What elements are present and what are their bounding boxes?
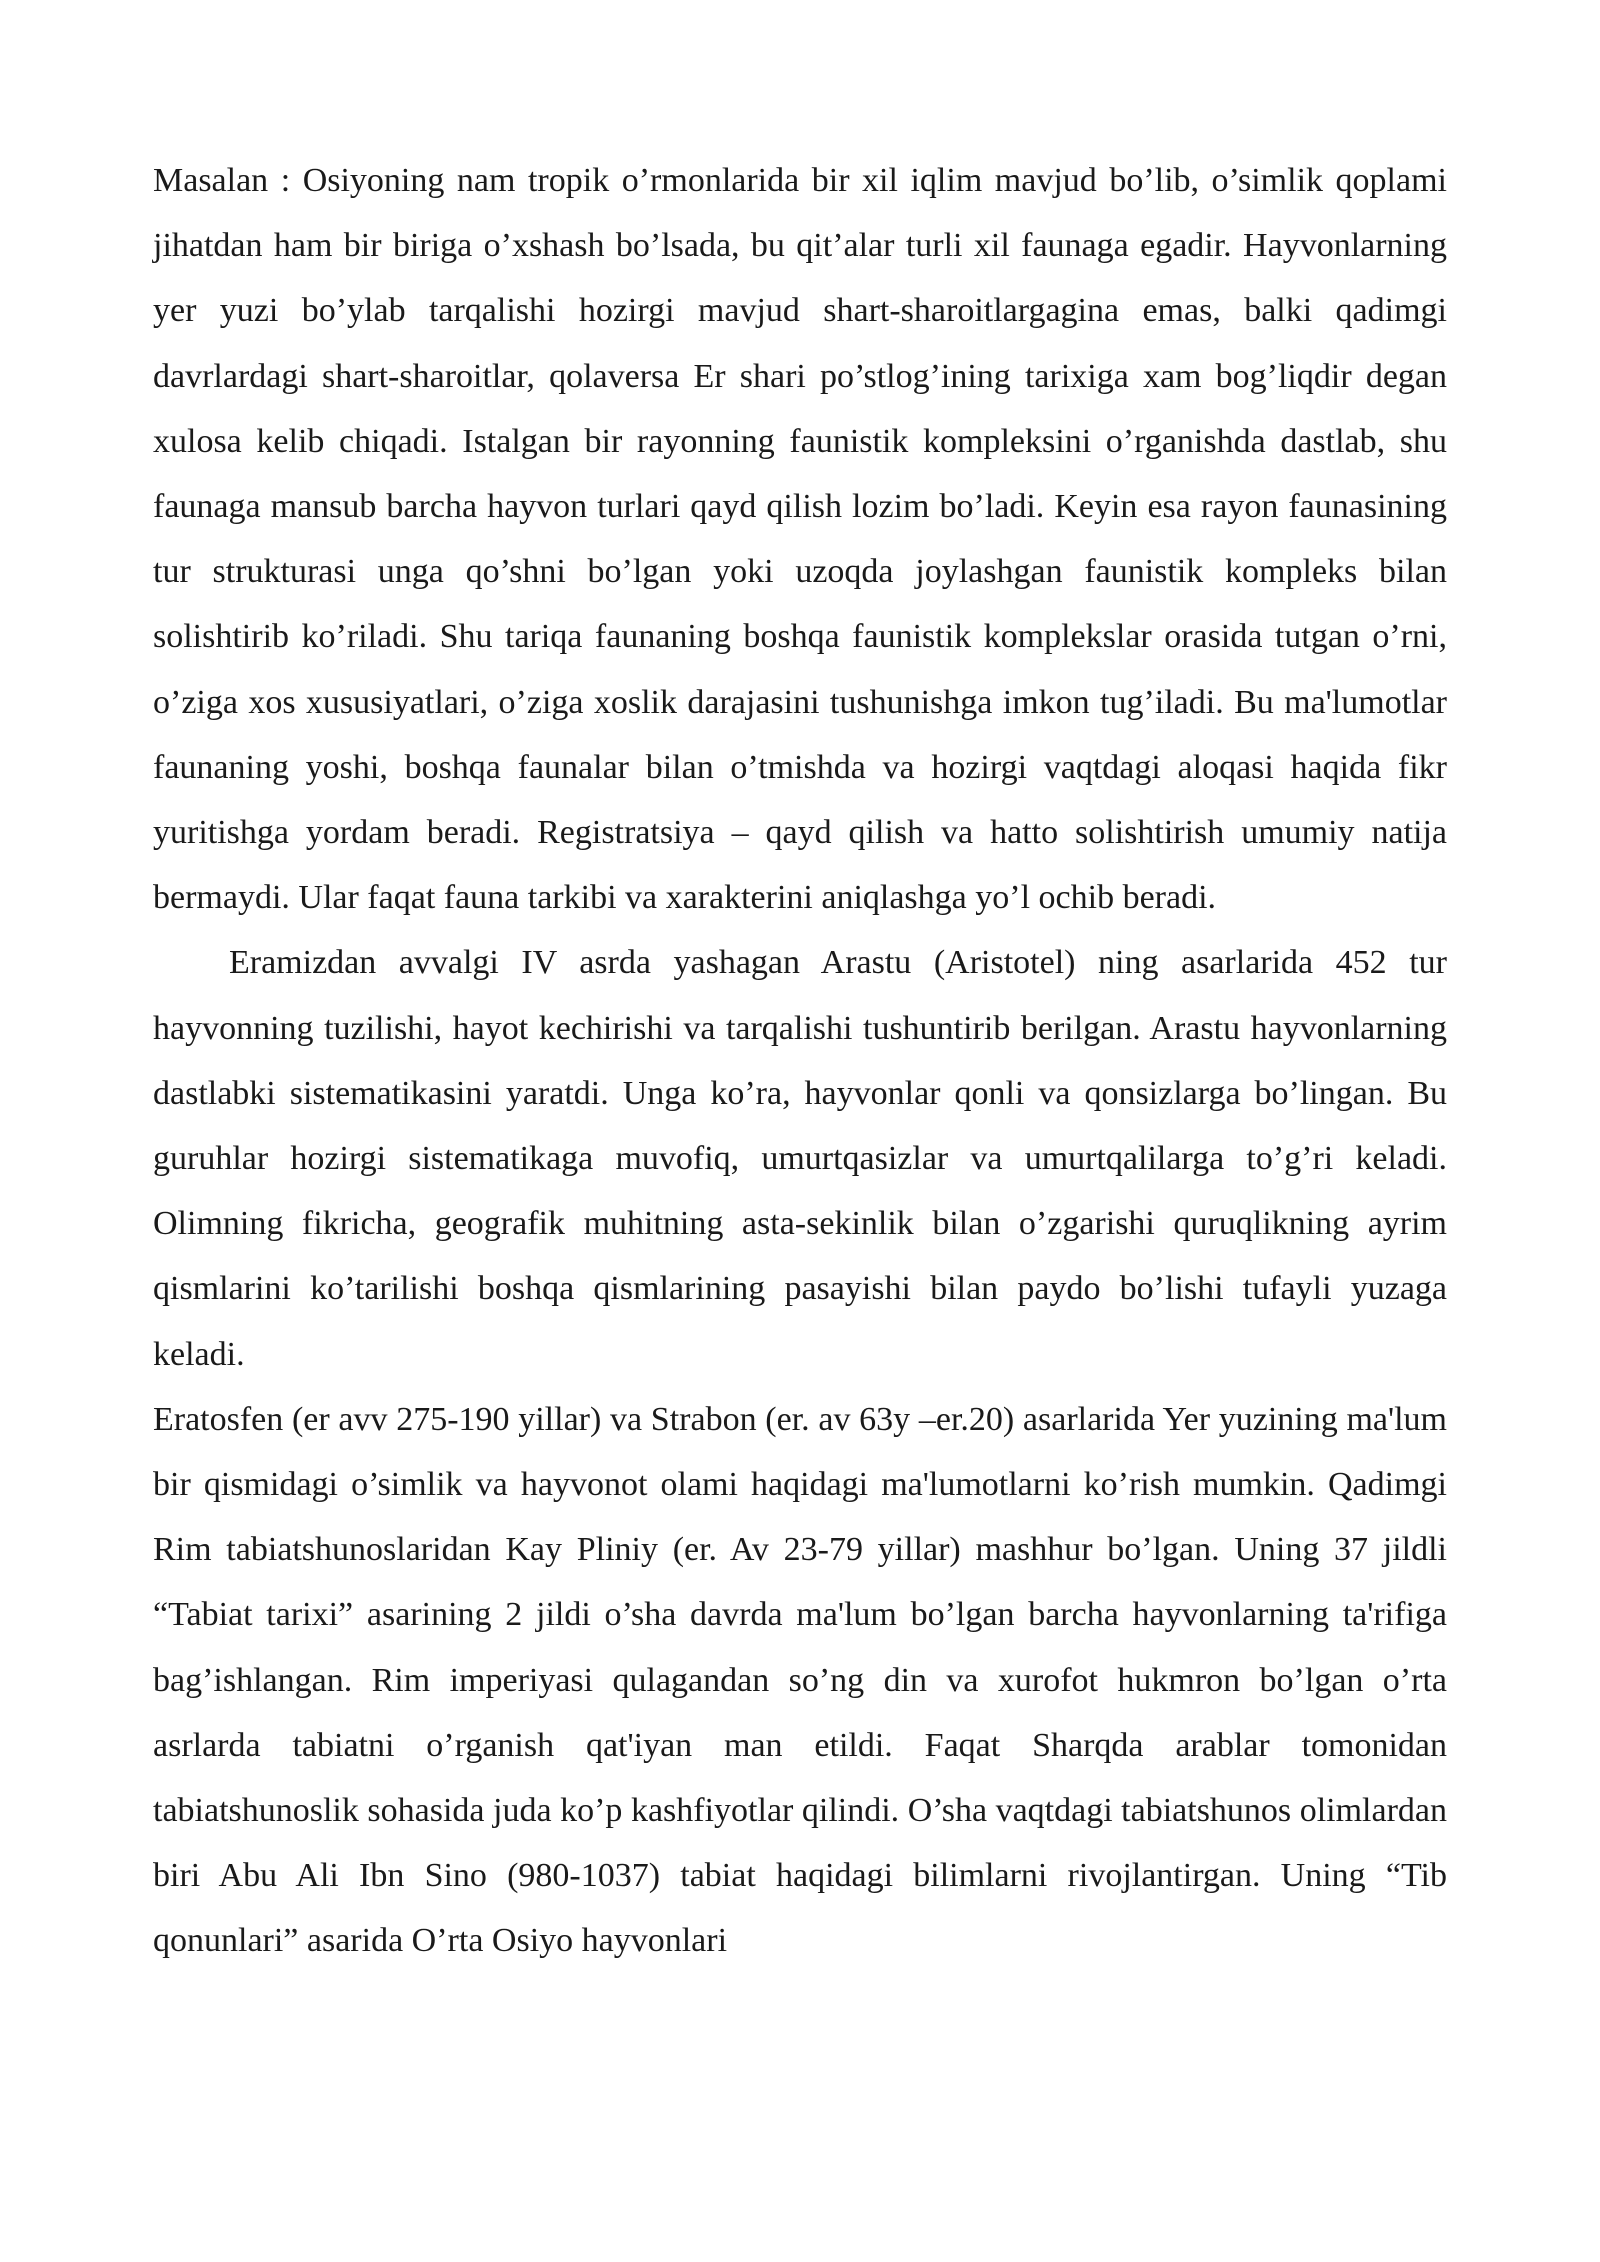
paragraph-fauna-comparison: Masalan : Osiyoning nam tropik o’rmonlarida bir xil iqlim mavjud bo’lib, o’simlik qoplami jihatdan ham bir biriga o’xshash bo’lsada, bu qit’alar turli xil faunaga egadir. Hayvonlarning yer yuzi bo’ylab tarqalishi hozirgi mavjud shart-sharoitlargagina emas, balki qadimgi davrlardagi shart-sharoitlar, qolaversa Er shari po’stlog’ining tarixiga xam bog’liqdir degan xulosa kelib chiqadi. Istalgan bir rayonning faunistik kompleksini o’rganishda dastlab, shu faunaga mansub barcha hayvon turlari qayd qilish lozim bo’ladi. Keyin esa rayon faunasining tur strukturasi unga qo’shni bo’lgan yoki uzoqda joylashgan faunistik kompleks bilan solishtirib ko’riladi. Shu tariqa faunaning boshqa faunistik komplekslar orasida tutgan o’rni, o’ziga xos xususiyatlari, o’ziga xoslik darajasini tushunishga imkon tug’iladi. Bu ma'lumotlar faunaning yoshi, boshqa faunalar bilan o’tmishda va hozirgi vaqtdagi aloqasi haqida fikr yuritishga yordam beradi. Registratsiya – qayd qilish va hatto solishtirish umumiy natija bermaydi. Ular faqat fauna tarkibi va xarakterini aniqlashga yo’l ochib beradi. xyxy=(153,162,1447,917)
document-body xyxy=(153,148,1447,1974)
paragraph-aristotle: Eramizdan avvalgi IV asrda yashagan Arastu (Aristotel) ning asarlarida 452 tur hayvonning tuzilishi, hayot kechirishi va tarqalishi tushuntirib berilgan. Arastu hayvonlarning dastlabki sistematikasini yaratdi. Unga ko’ra, hayvonlar qonli va qonsizlarga bo’lingan. Bu guruhlar hozirgi sistematikaga muvofiq, umurtqasizlar va umurtqalilarga to’g’ri keladi. Olimning fikricha, geografik muhitning asta-sekinlik bilan o’zgarishi quruqlikning ayrim qismlarini ko’tarilishi boshqa qismlarining pasayishi bilan paydo bo’lishi tufayli yuzaga keladi. xyxy=(153,944,1447,1373)
paragraph-eratosthenes-strabo: Eratosfen (er avv 275-190 yillar) va Strabon (er. av 63y –er.20) asarlarida Yer yuzining ma'lum bir qismidagi o’simlik va hayvonot olami haqidagi ma'lumotlarni ko’rish mumkin. Qadimgi Rim tabiatshunoslaridan Kay Pliniy (er. Av 23-79 yillar) mashhur bo’lgan. Uning 37 jildli “Tabiat tarixi” asarining 2 jildi o’sha davrda ma'lum bo’lgan barcha hayvonlarning ta'rifiga bag’ishlangan. Rim imperiyasi qulagandan so’ng din va xurofot hukmron bo’lgan o’rta asrlarda tabiatni o’rganish qat'iyan man etildi. Faqat Sharqda arablar tomonidan tabiatshunoslik sohasida juda ko’p kashfiyotlar qilindi. O’sha vaqtdagi tabiatshunos olimlardan biri Abu Ali Ibn Sino (980-1037) tabiat haqidagi bilimlarni rivojlantirgan. Uning “Tib qonunlari” asarida O’rta Osiyo hayvonlari xyxy=(153,1400,1447,1960)
